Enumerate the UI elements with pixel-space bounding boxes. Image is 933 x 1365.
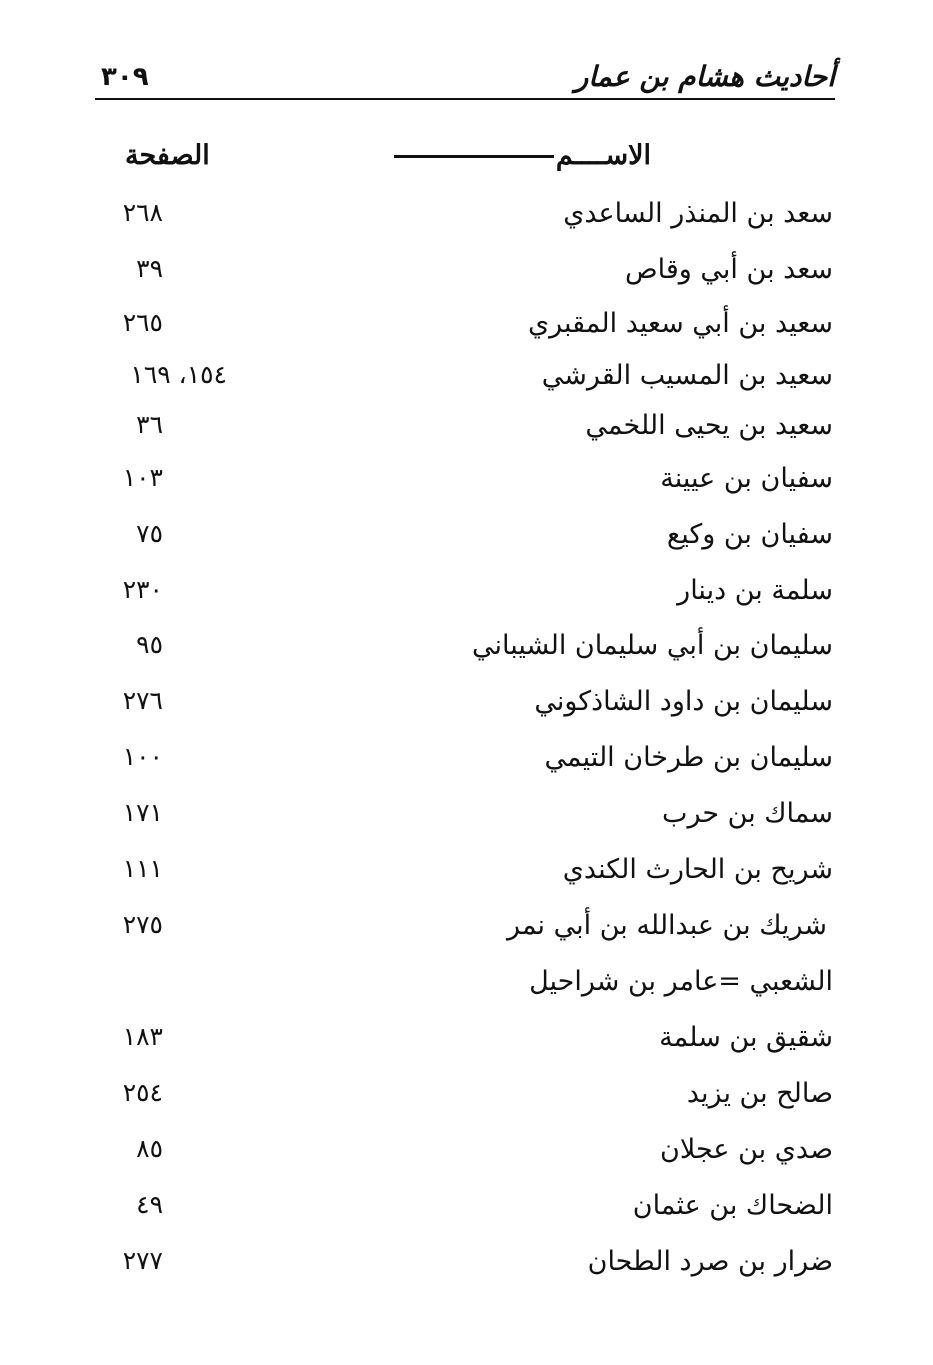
entry-pages: ١١١ [122,854,163,883]
entry-pages: ٤٩ [136,1190,163,1219]
index-row [0,910,933,966]
index-row [0,575,933,631]
entry-name: سعد بن المنذر الساعدي [563,198,833,229]
entry-name: الشعبي =عامر بن شراحيل [529,966,833,997]
entry-pages: ١٠٣ [122,463,163,492]
index-row [0,1134,933,1190]
entry-name: سعيد بن المسيب القرشي [541,360,833,391]
entry-name: شريك بن عبدالله بن أبي نمر [507,910,827,941]
entry-pages: ٩٥ [136,630,163,659]
entry-name: سلمة بن دينار [677,575,833,606]
entry-name: سعد بن أبي وقاص [625,254,833,285]
index-row [0,410,933,466]
entry-pages: ٢٧٦ [122,686,163,715]
entry-name: شقيق بن سلمة [659,1022,833,1053]
index-row [0,308,933,364]
index-row [0,1078,933,1134]
entry-name: صالح بن يزيد [686,1078,833,1109]
entry-name: سعيد بن أبي سعيد المقبري [527,308,833,339]
page-number: ٣٠٩ [101,62,149,92]
entry-name: سعيد بن يحيى اللخمي [585,410,833,441]
index-row [0,1190,933,1246]
index-row [0,519,933,575]
entry-pages: ٢٧٥ [122,910,163,939]
entry-pages: ٢٦٥ [122,308,163,337]
entry-name: سليمان بن داود الشاذكوني [534,686,833,717]
index-row [0,966,933,1022]
entry-name: سفيان بن عيينة [660,463,833,494]
book-title: أحاديث هشام بن عمار [574,60,835,93]
index-row [0,630,933,686]
index-row [0,742,933,798]
index-row [0,1246,933,1302]
entry-pages: ٢٦٨ [122,198,163,227]
index-row [0,798,933,854]
index-row [0,1022,933,1078]
entry-pages: ١٧١ [122,798,163,827]
entry-name: الضحاك بن عثمان [632,1190,833,1221]
index-row [0,854,933,910]
entry-pages: ١٠٠ [122,742,163,771]
entry-pages: ٢٣٠ [122,575,163,604]
entry-name: صدي بن عجلان [660,1134,833,1165]
entry-pages: ١٨٣ [122,1022,163,1051]
entry-pages: ٢٥٤ [122,1078,163,1107]
entry-name: سليمان بن أبي سليمان الشيباني [471,630,833,661]
entry-pages: ٢٧٧ [122,1246,163,1275]
entry-name: سليمان بن طرخان التيمي [544,742,833,773]
entry-pages: ١٥٤، ١٦٩ [130,360,227,389]
index-row [0,360,933,416]
entry-pages: ٣٩ [136,254,163,283]
index-row [0,686,933,742]
index-row [0,463,933,519]
entry-name: سماك بن حرب [662,798,833,829]
entry-name: سفيان بن وكيع [666,519,833,550]
column-header-name: الاســــم [394,140,651,171]
entry-pages: ٨٥ [136,1134,163,1163]
index-row [0,198,933,254]
entry-pages: ٣٦ [136,410,163,439]
entry-pages: ٧٥ [136,519,163,548]
index-row [0,254,933,310]
entry-name: شريح بن الحارث الكندي [562,854,833,885]
column-header-page: الصفحة [125,140,210,171]
entry-name: ضرار بن صرد الطحان [587,1246,833,1277]
